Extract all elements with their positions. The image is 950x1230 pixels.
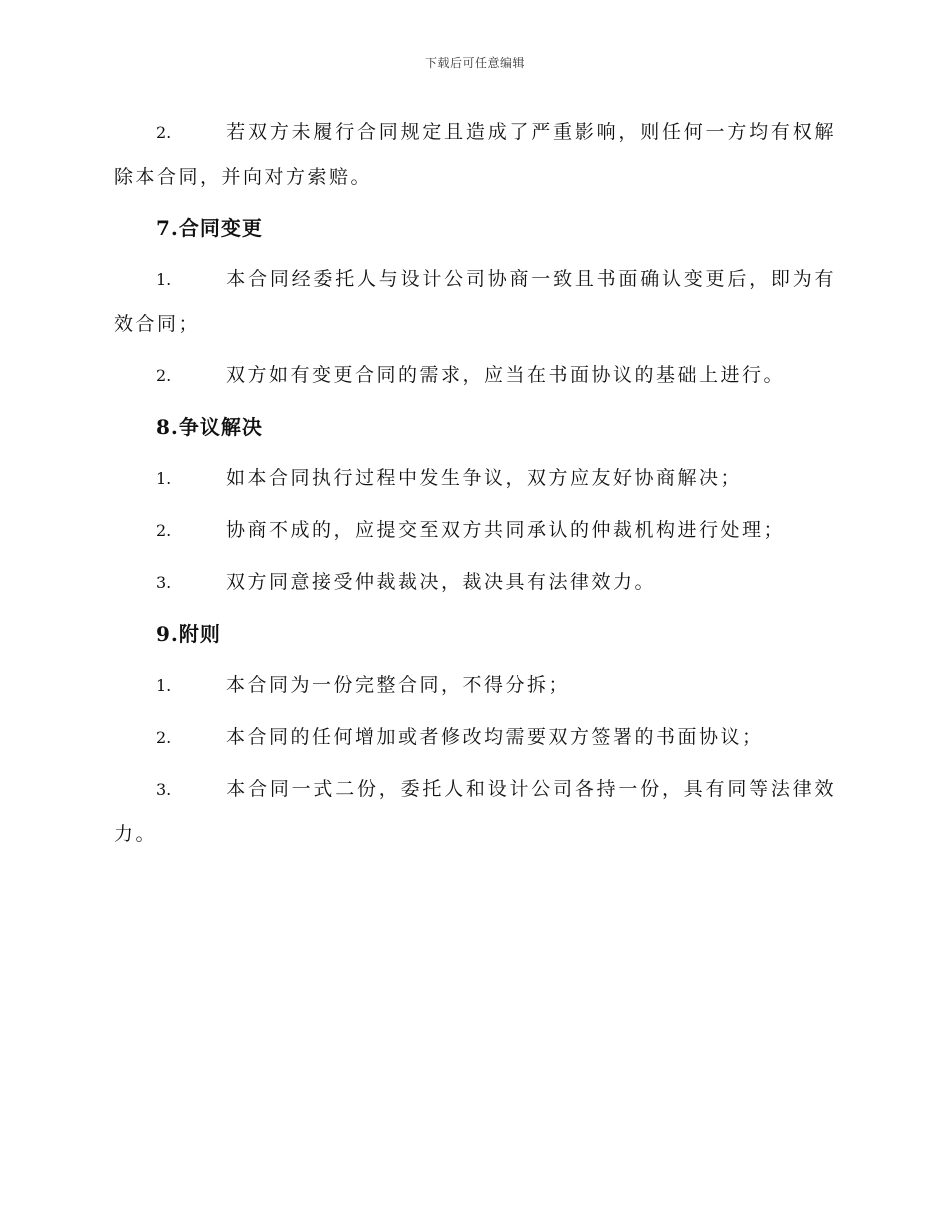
clause-text: 如本合同执行过程中发生争议，双方应友好协商解决； <box>226 467 743 489</box>
clause-number: 3. <box>156 780 172 799</box>
section-heading-7: 7.合同变更 <box>156 216 263 240</box>
clause-8-3 <box>114 560 836 605</box>
clause-text: 若双方未履行合同规定且造成了严重影响，则任何一方均有权解除本合同，并向对方索赔。 <box>114 121 836 188</box>
section-heading-8: 8.争议解决 <box>156 415 263 439</box>
clause-8-1 <box>114 456 836 501</box>
section-heading-9: 9.附则 <box>156 622 221 646</box>
clause-text: 双方如有变更合同的需求，应当在书面协议的基础上进行。 <box>226 364 786 386</box>
clause-text: 本合同为一份完整合同，不得分拆； <box>226 674 571 696</box>
clause-7-2 <box>114 353 836 398</box>
clause-number: 2. <box>156 728 172 747</box>
clause-text: 本合同经委托人与设计公司协商一致且书面确认变更后，即为有效合同； <box>114 268 836 335</box>
clause-text: 本合同一式二份，委托人和设计公司各持一份，具有同等法律效力。 <box>114 778 836 845</box>
clause-text: 协商不成的，应提交至双方共同承认的仲裁机构进行处理； <box>226 519 786 541</box>
clause-number: 2. <box>156 123 172 142</box>
clause-text: 本合同的任何增加或者修改均需要双方签署的书面协议； <box>226 726 764 748</box>
clause-8-2 <box>114 508 836 553</box>
clause-number: 2. <box>156 366 172 385</box>
clause-9-2 <box>114 715 836 760</box>
document-body <box>114 110 836 863</box>
clause-9-1 <box>114 663 836 708</box>
clause-number: 3. <box>156 573 172 592</box>
clause-text: 双方同意接受仲裁裁决，裁决具有法律效力。 <box>226 571 657 593</box>
page-header: 下载后可任意编辑 <box>424 56 525 70</box>
clause-7-1 <box>114 257 836 346</box>
clause-6-2 <box>114 110 836 199</box>
clause-9-3 <box>114 767 836 856</box>
clause-number: 1. <box>156 469 172 488</box>
clause-number: 1. <box>156 270 172 289</box>
clause-number: 2. <box>156 521 172 540</box>
clause-number: 1. <box>156 676 172 695</box>
